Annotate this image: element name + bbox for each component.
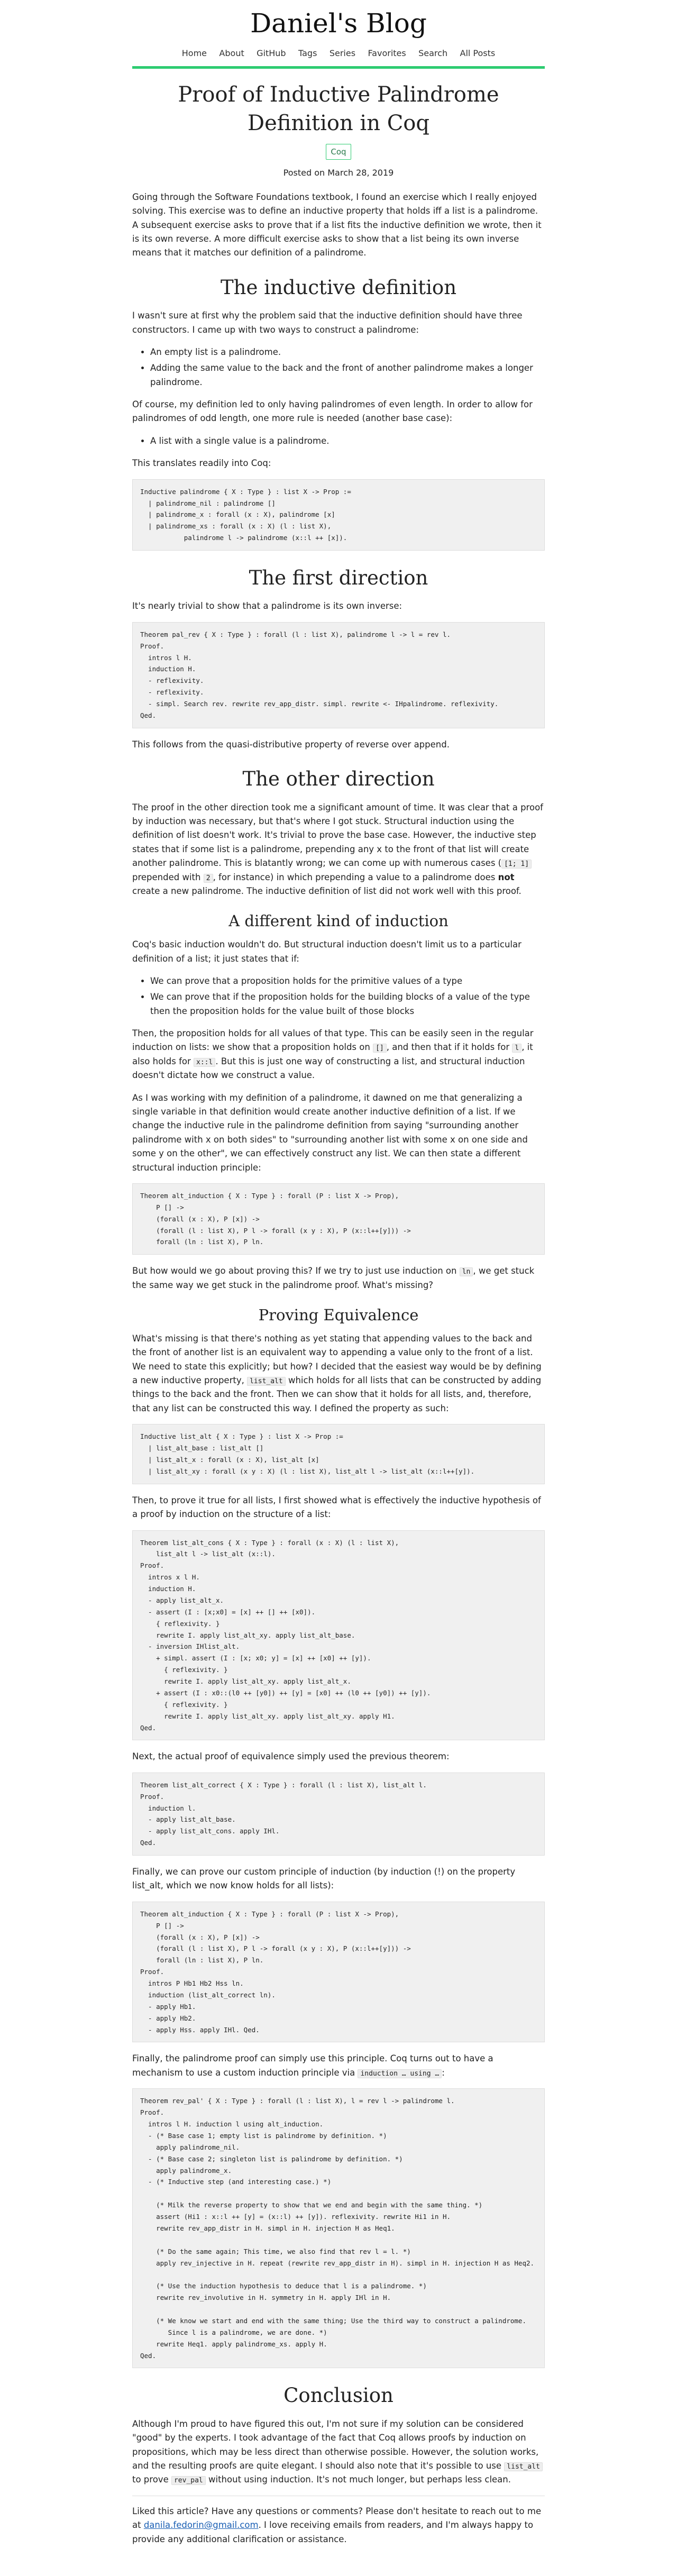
text: , we get stuck the same way we get stuck in the palindrome proof. What's missing? [132, 1266, 535, 1290]
list-item: • We can prove that if the proposition holds for the building blocks of a value of the type then the proposition holds for the value built of those blocks [150, 990, 545, 1018]
text: . I love receiving emails from readers, and I'm always happy to provide any additional clarification or assistance. [132, 2520, 534, 2544]
text: Although I'm proud to have figured this out, I'm not sure if my solution can be considered "good" by the experts. I took advantage of the fact that Coq allows proofs by induction on propositions, which may be less direct than otherwise possible. However, the solution works, and the resulting proofs are quite elegant. I should also note that it's possible to use [132, 2418, 539, 2471]
heading-inductive-definition: The inductive definition [220, 276, 457, 299]
heading-different-induction: A different kind of induction [228, 912, 449, 930]
paragraph [132, 1027, 545, 1083]
nav-github[interactable]: GitHub [257, 48, 286, 58]
text: without using induction. It's not much longer, but perhaps less clean. [205, 2474, 511, 2485]
code-block-alt-induction-proof: Theorem alt_induction { X : Type } : forall (P : list X -> Prop), P [] -> (forall (x : X), P [x]) -> (forall (l : list X), P l -> forall (x y : X), P (x::l++[y])) -> forall (ln : list X), P ln. Proof. intros P Hb1 Hb2 Hss ln. induction (list_alt_correct ln). - apply Hb1. - apply Hb2. - apply Hss. apply IHl. Qed. [132, 1902, 545, 2043]
paragraph: Then, to prove it true for all lists, I first showed what is effectively the inductive hypothesis of a proof by induction on the structure of a list: [132, 1495, 541, 1520]
text: , and then that if it holds for [386, 1042, 513, 1053]
text: Liked this article? Have any questions or comments? Please don't hesitate to reach out to me at [132, 2506, 542, 2531]
tag-list [132, 144, 545, 160]
nav-home[interactable]: Home [181, 48, 207, 58]
text: to prove [132, 2474, 171, 2485]
paragraph [132, 1264, 545, 1292]
text: But how would we go about proving this? If we try to just use induction on [132, 1266, 460, 1276]
inline-code: rev_pal [171, 2476, 206, 2485]
header-divider [132, 66, 545, 69]
main-nav [132, 47, 545, 61]
code-block-list-alt-cons: Theorem list_alt_cons { X : Type } : forall (x : X) (l : list X), list_alt l -> list_alt (x::l). Proof. intros x l H. induction H. - apply list_alt_x. - assert (I : [x;x0] = [x] ++ [] ++ [x0]). { reflexivity. } rewrite I. apply list_alt_xy. apply list_alt_base. - inversion IHlist_alt. + simpl. assert (I : [x; x0; y] = [x] ++ [x0] ++ [y]). { reflexivity. } rewrite I. apply list_alt_xy. apply list_alt_x. + assert (I : x0::(l0 ++ [y0]) ++ [y] = [x0] ++ (l0 ++ [y0]) ++ [y]). { reflexivity. } rewrite I. apply list_alt_xy. apply list_alt_xy. apply H1. Qed. [132, 1530, 545, 1741]
list-item: • We can prove that a proposition holds for the primitive values of a type [150, 974, 545, 988]
text: What's missing is that there's nothing as yet stating that appending values to the back and the front of another list is an equivalent way to appending a value only to the front of a list. We need to state this explicitly; but how? I decided that the easiest way would be by defining a new inductive property, [132, 1333, 542, 1386]
inline-code: x::l [194, 1058, 215, 1067]
email-link[interactable]: danila.fedorin@gmail.com [143, 2520, 259, 2531]
text: : [442, 2067, 445, 2078]
inline-code: [1; 1] [501, 860, 532, 869]
paragraph [132, 2052, 545, 2080]
list-item: • Adding the same value to the back and the front of another palindrome makes a longer palindrome. [150, 361, 545, 389]
list [132, 434, 545, 448]
nav-favorites[interactable]: Favorites [368, 48, 406, 58]
footer-note [132, 2496, 545, 2546]
list-item: • A list with a single value is a palindrome. [150, 434, 545, 448]
code-block-pal-rev: Theorem pal_rev { X : Type } : forall (l : list X), palindrome l -> l = rev l. Proof. intros l H. induction H. - reflexivity. - reflexivity. - simpl. Search rev. rewrite rev_app_distr. simpl. rewrite <- IHpalindrome. reflexivity. Qed. [132, 622, 545, 728]
post-date: Posted on March 28, 2019 [283, 168, 394, 178]
paragraph: Of course, my definition led to only having palindromes of even length. In order to allow for palindromes of odd length, one more rule is needed (another base case): [132, 399, 533, 424]
text: which holds for all lists that can be constructed by adding things to the back and the front. Then we can show that it holds for all lists, and, therefore, that any list can be constructed this way. I defined the property as such: [132, 1375, 542, 1413]
inline-code: list_alt [504, 2462, 543, 2471]
paragraph [132, 801, 545, 899]
list [132, 345, 545, 389]
page [132, 0, 545, 2576]
paragraph: As I was working with my definition of a palindrome, it dawned on me that generalizing a single variable in that definition would create another inductive definition of a list. If we change the inductive rule in the palindrome definition from saying "surrounding another palindrome with x on both sides" to "surrounding another list with some x on one side and some y on the other", we can effectively construct any list. We can then state a different structural induction principle: [132, 1092, 528, 1173]
text: , it also holds for [132, 1042, 533, 1066]
nav-all-posts[interactable]: All Posts [460, 48, 496, 58]
paragraph [132, 1332, 545, 1415]
nav-series[interactable]: Series [329, 48, 356, 58]
inline-code: ln [460, 1267, 473, 1276]
inline-code: l [512, 1044, 522, 1053]
code-block-palindrome: Inductive palindrome { X : Type } : list X -> Prop := | palindrome_nil : palindrome [] | palindrome_x : forall (x : X), palindrome [x] | palindrome_xs : forall (x : X) (l : list X), palindrome l -> palindrome (x::l ++ [x]). [132, 479, 545, 551]
paragraph: This follows from the quasi-distributive property of reverse over append. [132, 739, 450, 750]
tag-coq[interactable]: Coq [326, 144, 351, 160]
heading-other-direction: The other direction [242, 768, 435, 791]
heading-first-direction: The first direction [249, 567, 428, 590]
nav-tags[interactable]: Tags [298, 48, 317, 58]
text: . But this is just one way of constructing a list, and structural induction doesn't dictate how we construct a value. [132, 1056, 525, 1081]
paragraph: Finally, we can prove our custom principle of induction (by induction (!) on the property list_alt, which we now know holds for all lists): [132, 1867, 516, 1891]
inline-code: 2 [204, 874, 213, 883]
heading-proving-equivalence: Proving Equivalence [258, 1306, 419, 1324]
text: Then, the proposition holds for all values of that type. This can be easily seen in the regular induction on lists: we show that a proposition holds on [132, 1028, 534, 1053]
intro-paragraph: Going through the Software Foundations textbook, I found an exercise which I really enjoyed solving. This exercise was to define an inductive property that holds iff a list is a palindrome. A subsequent exercise asks to prove that if a list fits the inductive definition we wrote, then it is its own reverse. A more difficult exercise asks to show that a list being its own inverse means that it matches our definition of a palindrome. [132, 191, 542, 258]
paragraph: I wasn't sure at first why the problem said that the inductive definition should have three constructors. I came up with two ways to construct a palindrome: [132, 310, 523, 335]
inline-code: induction … using … [358, 2069, 442, 2078]
code-block-list-alt: Inductive list_alt { X : Type } : list X -> Prop := | list_alt_base : list_alt [] | list_alt_x : forall (x : X), list_alt [x] | list_alt_xy : forall (x y : X) (l : list X), list_alt l -> list_alt (x::l++[y]). [132, 1424, 545, 1484]
code-block-alt-induction: Theorem alt_induction { X : Type } : forall (P : list X -> Prop), P [] -> (forall (x : X), P [x]) -> (forall (l : list X), P l -> forall (x y : X), P (x::l++[y])) -> forall (ln : list X), P ln. [132, 1183, 545, 1255]
inline-code: list_alt [247, 1377, 286, 1386]
paragraph [132, 2417, 545, 2487]
paragraph: This translates readily into Coq: [132, 458, 271, 469]
inline-code: [] [373, 1044, 387, 1053]
text: , for instance) in which prepending a value to a palindrome does [213, 872, 498, 882]
list [132, 974, 545, 1018]
site-header [132, 0, 545, 69]
emphasis: not [498, 872, 515, 882]
code-block-list-alt-correct: Theorem list_alt_correct { X : Type } : forall (l : list X), list_alt l. Proof. induction l. - apply list_alt_base. - apply list_alt_cons. apply IHl. Qed. [132, 1773, 545, 1856]
paragraph: Next, the actual proof of equivalence simply used the previous theorem: [132, 1751, 450, 1762]
text: Finally, the palindrome proof can simply use this principle. Coq turns out to have a mechanism to use a custom induction principle via [132, 2053, 493, 2078]
nav-about[interactable]: About [219, 48, 244, 58]
paragraph: Coq's basic induction wouldn't do. But structural induction doesn't limit us to a particular definition of a list; it just states that if: [132, 939, 522, 964]
list-item: • An empty list is a palindrome. [150, 345, 545, 359]
text: The proof in the other direction took me a significant amount of time. It was clear that a proof by induction was necessary, but that's where I got stuck. Structural induction using the definition of list doesn't work. It's trivial to prove the base case. However, the inductive step states that if some list is a palindrome, prepending any x to the front of that list will create another palindrome. This is blatantly wrong; we can come up with numerous cases ( [132, 802, 543, 869]
code-block-rev-pal: Theorem rev_pal' { X : Type } : forall (l : list X), l = rev l -> palindrome l. Proof. intros l H. induction l using alt_induction. - (* Base case 1; empty list is palindrome by definition. *) apply palindrome_nil. - (* Base case 2; singleton list is palindrome by definition. *) apply palindrome_x. - (* Inductive step (and interesting case.) *) (* Milk the reverse property to show that we end and begin with the same thing. *) assert (Hi1 : x::l ++ [y] = (x::l) ++ [y]). reflexivity. rewrite Hi1 in H. rewrite rev_app_distr in H. simpl in H. injection H as Heq1. (* Do the same again; This time, we also find that rev l = l. *) apply rev_injective in H. repeat (rewrite rev_app_distr in H). simpl in H. injection H as Heq2. (* Use the induction hypothesis to deduce that l is a palindrome. *) rewrite rev_involutive in H. symmetry in H. apply IHl in H. (* We know we start and end with the same thing; Use the third way to construct a palindrome. Since l is a palindrome, we are done. *) rewrite Heq1. apply palindrome_xs. apply H. Qed. [132, 2088, 545, 2368]
text: prepended with [132, 872, 204, 882]
paragraph: It's nearly trivial to show that a palindrome is its own inverse: [132, 601, 402, 611]
post-title: Proof of Inductive Palindrome Definition in Coq [178, 83, 499, 136]
text: create a new palindrome. The inductive definition of list did not work well with this proof. [132, 885, 522, 896]
site-title[interactable]: Daniel's Blog [250, 8, 427, 39]
heading-conclusion: Conclusion [283, 2384, 394, 2407]
nav-search[interactable]: Search [418, 48, 448, 58]
